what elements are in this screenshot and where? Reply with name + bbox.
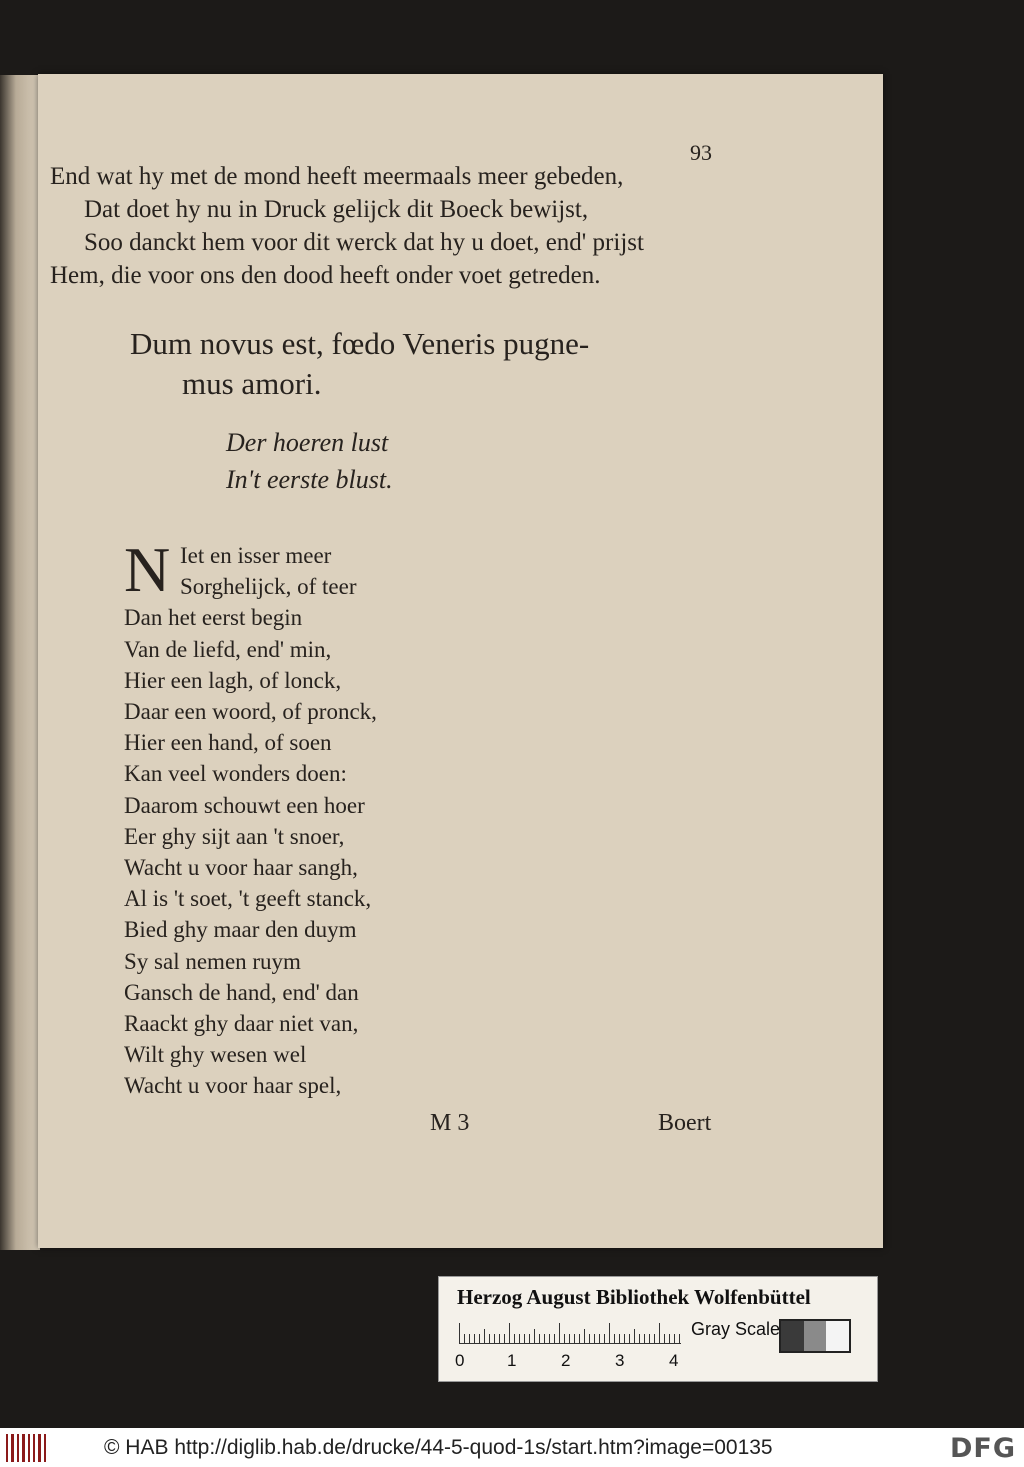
ruler-tick — [514, 1334, 515, 1343]
poem-line: Eer ghy sijt aan 't snoer, — [124, 823, 345, 849]
poem-line: Wacht u voor haar spel, — [124, 1073, 342, 1099]
poem-line: Bied ghy maar den duym — [124, 917, 357, 943]
stanza-line: Soo danckt hem voor dit werck dat hy u doet, end' prijst — [84, 229, 644, 256]
poem-line: Iet en isser meer — [180, 543, 332, 568]
ruler-tick — [679, 1334, 680, 1343]
opening-stanza — [50, 160, 644, 292]
ruler-tick — [479, 1334, 480, 1343]
poem-line: Hier een lagh, of lonck, — [124, 667, 342, 693]
motto-line: In't eerste blust. — [226, 465, 393, 494]
ruler-tick — [519, 1334, 520, 1343]
poem-line: Sy sal nemen ruym — [124, 948, 301, 974]
ruler-tick — [599, 1334, 600, 1343]
poem-line: Hier een hand, of soen — [124, 730, 332, 756]
signature-mark: M 3 — [430, 1110, 470, 1136]
ruler-tick — [574, 1334, 575, 1343]
ruler-tick — [619, 1334, 620, 1343]
ruler-tick — [664, 1334, 665, 1343]
dfg-logo: DFG — [949, 1433, 1016, 1464]
ruler-tick — [549, 1334, 550, 1343]
ruler-tick — [499, 1334, 500, 1343]
ruler-scale — [459, 1321, 681, 1344]
footer-bar — [0, 1428, 1024, 1467]
ruler-tick — [634, 1329, 635, 1343]
poem-line: Daarom schouwt een hoer — [124, 792, 365, 818]
ruler-tick — [524, 1334, 525, 1343]
motto-line: Der hoeren lust — [226, 428, 389, 457]
ruler-tick — [554, 1334, 555, 1343]
poem-line: Al is 't soet, 't geeft stanck, — [124, 886, 372, 912]
ruler-tick — [584, 1329, 585, 1343]
ruler-tick — [579, 1334, 580, 1343]
ruler-number: 4 — [669, 1351, 679, 1370]
ruler-tick — [674, 1334, 675, 1343]
poem-line: Dan het eerst begin — [124, 605, 303, 631]
title-line: Dum novus est, fœdo Veneris pugne- — [130, 326, 590, 361]
stanza-line: Dat doet hy nu in Druck gelijck dit Boeck bewijst, — [84, 196, 589, 223]
ruler-tick — [669, 1334, 670, 1343]
gray-scale-swatch — [779, 1319, 851, 1353]
ruler-number: 2 — [561, 1351, 571, 1370]
ruler-tick — [654, 1334, 655, 1343]
poem-line: Wilt ghy wesen wel — [124, 1042, 307, 1068]
ruler-tick — [614, 1334, 615, 1343]
ruler-number: 1 — [507, 1351, 517, 1370]
ruler-tick — [609, 1323, 610, 1343]
poem-motto — [226, 424, 393, 498]
page-number: 93 — [690, 140, 712, 165]
ruler-tick — [504, 1334, 505, 1343]
ruler-tick — [644, 1334, 645, 1343]
ruler-tick — [649, 1334, 650, 1343]
ruler-tick — [564, 1334, 565, 1343]
book-edge — [0, 75, 40, 1250]
ruler-tick — [639, 1334, 640, 1343]
stanza-line: Hem, die voor ons den dood heeft onder voet getreden. — [50, 262, 601, 289]
ruler-tick — [464, 1334, 465, 1343]
drop-capital: N — [124, 534, 171, 605]
ruler-tick — [594, 1334, 595, 1343]
poem-line: Kan veel wonders doen: — [124, 761, 347, 787]
ruler-tick — [469, 1334, 470, 1343]
ruler-tick — [659, 1323, 660, 1343]
ruler-tick — [509, 1323, 510, 1343]
ruler-tick — [544, 1334, 545, 1343]
ruler-tick — [589, 1334, 590, 1343]
poem-body — [124, 534, 377, 1102]
ruler-tick — [629, 1334, 630, 1343]
ruler-tick — [539, 1334, 540, 1343]
ruler-tick — [569, 1334, 570, 1343]
book-page — [38, 74, 883, 1248]
footer-url[interactable]: © HAB http://diglib.hab.de/drucke/44-5-quod-1s/start.htm?image=00135 — [104, 1436, 773, 1459]
hab-logo-icon — [6, 1434, 46, 1462]
ruler-tick — [474, 1334, 475, 1343]
ruler-tick — [484, 1329, 485, 1343]
ruler-tick — [489, 1334, 490, 1343]
ruler-tick — [624, 1334, 625, 1343]
ruler-tick — [604, 1334, 605, 1343]
ruler-tick — [529, 1334, 530, 1343]
poem-line: Gansch de hand, end' dan — [124, 979, 359, 1005]
stanza-line: End wat hy met de mond heeft meermaals meer gebeden, — [50, 163, 624, 190]
ruler-tick — [459, 1323, 460, 1343]
ruler-tick — [534, 1329, 535, 1343]
poem-line: Van de liefd, end' min, — [124, 636, 332, 662]
poem-title — [130, 324, 589, 404]
poem-line: Raackt ghy daar niet van, — [124, 1011, 359, 1037]
ruler-tick — [559, 1323, 560, 1343]
ruler-tick — [494, 1334, 495, 1343]
poem-line: Daar een woord, of pronck, — [124, 699, 377, 725]
target-title: Herzog August Bibliothek Wolfenbüttel — [457, 1285, 811, 1309]
gray-scale-label: Gray Scale — [691, 1319, 781, 1339]
catchword: Boert — [658, 1110, 712, 1136]
poem-line: Wacht u voor haar sangh, — [124, 855, 358, 881]
poem-line: Sorghelijck, of teer — [180, 574, 357, 600]
ruler-number: 3 — [615, 1351, 625, 1370]
title-line: mus amori. — [182, 366, 322, 401]
color-target-card — [438, 1276, 878, 1382]
ruler-number: 0 — [455, 1351, 465, 1370]
